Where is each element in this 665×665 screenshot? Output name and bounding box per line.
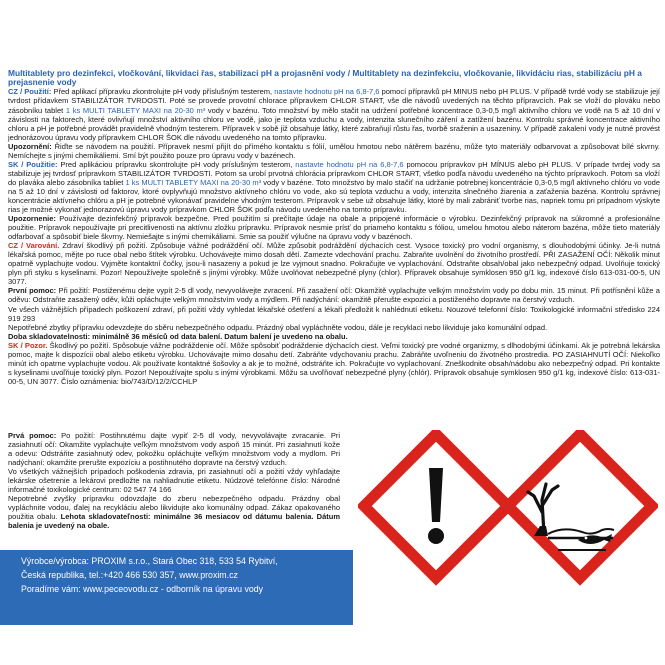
cz-warning-label: Upozornění:: [8, 141, 52, 151]
cz-emergency-paragraph: Ve všech vážnějších případech poškození zdraví, při požití vždy vyhledat lékařské ošetření a lékaři předložit k nahlédnutí etiketu. Nouzové telefonní číslo: Toxikologické informační středisko 224 919 293: [8, 304, 660, 323]
sk-warning-label: Upozornenie:: [8, 214, 56, 224]
cz-usage-label: CZ / Použití:: [8, 87, 52, 97]
contact-info: [21, 554, 351, 597]
sk-first-aid-block: [8, 431, 340, 531]
sk-disposal-paragraph: Nepotrebné zvyšky prípravku odovzdajte do zberu nebezpečného odpadu. Prázdny obal vypláchnite vodou, ďalej na recykláciu alebo likvidujte ako komunálny odpad. Zákaz opakovaného použitia obalu. Lehota skladovateľnosti: minimálne 36 mesiacov od dátumu balenia. Dátum balenia je uvedený na obale.: [8, 494, 340, 531]
sk-ph-range: nastavte hodnotu pH na 6,8-7,6: [295, 159, 404, 169]
sk-emergency-paragraph: Vo všetkých vážnejších prípadoch poškodenia zdravia, pri zasiahnutí očí a požití vždy vyhľadajte lekárske ošetrenie a lekárovi predložte na nahliadnutie etiketu. Núdzové telefónne číslo: Národné informačné toxikologické centrum: 02 547 74 166: [8, 467, 340, 495]
hazard-pictograms: [358, 430, 658, 635]
cz-first-aid-paragraph: První pomoc: Při požití: Postiženému dejte vypít 2-5 dl vody, nevyvolávejte zvracení. Při zasažení očí: Okamžitě vyplachujte velkým množstvím vody po dobu min. 15 minut. Při potřísnění kůže a oděvu: Odstraňte zasažený oděv, kůži opláchujte velkým množstvím vody a mýdlem. Při nadýchání: okamžitě přerušte expozici a postiženého dopravte na čerstvý vzduch.: [8, 286, 660, 305]
sk-hazard-paragraph: SK / Pozor. Škodlivý po požití. Spôsobuje vážne podráždenie očí. Môže spôsobiť podráždenie dýchacích ciest. Veľmi toxický pre vodné organizmy, s dlhodobými účinkami. Ak je potrebná lekárska pomoc, majte k dispozícii obal alebo etiketu výrobku. Uchovávajte mimo dosahu detí. Zabráňte vdychovaniu prachu. Zabráňte uvoľneniu do životného prostredia. PO ZASIAHNUTÍ OČÍ: Niekoľko minút ich opatrne vyplachujte vodou. Ak používate kontaktné šošovky a ak je to možné, odstráňte ich. Pokračujte vo vyplachovaní. Zneškodnite obsah/nádobu ako nebezpečný odpad. Pri kontakte s kyselinami uvoľňuje toxický plyn. Pozor! Nepoužívajte spolu s inými výrobkami. Môžu sa uvoľňovať nebezpečné plyny (chlór). Prípravok obsahuje symklosen 950 g/1 kg, indexové číslo: 613-031-00-5, UN 3077. Číslo oznámenia: bio/743/D/12/2/CCHLP: [8, 340, 660, 386]
sk-usage-paragraph: SK / Použitie: Pred aplikáciou prípravku skontrolujte pH vody príslušným testerom, nastavte hodnotu pH na 6,8-7,6 pomocou prípravkov pH MÍNUS alebo pH PLUS. V prípade tvrdej vody sa stabilizuje jej tvrdosť prípravkom STABILIZÁTOR TVRDOSTI. Potom sa urobí prvotná chlorácia prípravkom CHLOR START, všetko podľa návodu uvedeného na týchto prípravkoch. Potom sa vloží do plaváka alebo zásobníka tabliet 1 ks MULTI TABLETY MAXI na 20-30 m³ vody v bazéne. Toto množstvo by malo stačiť na udržanie potrebnej koncentrácie 0,3-0,5 mg/l aktívneho chlóru vo vode na 5 až 10 dní v závislosti od faktorov, ktoré ovplyvňujú množstvo aktívneho chlóru vo vode, ako sú teplota vzduchu a vody, intenzita slnečného žiarenia a zaťaženia bazéna. Kontrolu správnej koncentrácie aktívneho chlóru a pH je potrebné vykonávať pravidelne vhodným testerom. Prípravok v sebe už obsahuje látky, ktoré by mali zabrániť tvorbe rias, napriek tomu pri prípadnom výskyte rias je možné vykonať jednorazovú úpravu vody prípravkom CHLOR ŠOK podľa návodu uvedeného na tomto prípravku.: [8, 159, 660, 215]
label-heading: Multitablety pro dezinfekci, vločkování, likvidaci řas, stabilizaci pH a projasnění vody / Multitablety na dezinfekciu, vločkovanie, likvidáciu rias, stabilizáciu pH a prejasnenie vody: [8, 68, 642, 88]
cz-storage-paragraph: Doba skladovatelnosti: minimálně 36 měsíců od data balení. Datum balení je uvedeno na obalu.: [8, 331, 348, 341]
label-text: [8, 69, 660, 386]
sk-usage-label: SK / Použitie:: [8, 159, 58, 169]
cz-hazard-label: CZ / Varování.: [8, 241, 60, 251]
manufacturer-line: Výrobce/výrobca: PROXIM s.r.o., Stará Obec 318, 533 54 Rybitví,: [21, 556, 278, 566]
sk-dosage: 1 ks MULTI TABLETY MAXI na 20-30 m³: [125, 177, 262, 187]
environment-hazard-icon: [508, 434, 652, 578]
advice-line: Poradíme vám: www.peceovodu.cz - odborník na úpravu vody: [21, 584, 264, 595]
cz-usage-paragraph: CZ / Použití: Před aplikací přípravku zkontrolujte pH vody příslušným testerem, nastavte hodnotu pH na 6,8-7,6 pomocí přípravků pH MINUS nebo pH PLUS. V případě tvrdé vody se stabilizuje její tvrdost přídavkem STABILIZÁTOR TVRDOSTI. Poté se provede provotní chlorace přípravkem CHLOR START, vše dle návodů uvedených na těchto přípravcích. Pak se vloží do plováku nebo zásobníku tablet 1 ks MULTI TABLETY MAXI na 20-30 m³ vody v bazénu. Toto množství by mělo stačit na udržení potřebné koncentrace 0,3-0,5 mg/l aktivního chloru ve vodě na 5 až 10 dní v závislosti na faktorech, které ovlivňují množství aktivního chloru ve vodě, jako je teplota vzduchu a vody, intenzita slunečního záření a zatížení bazénu. Kontrolu správné koncentrace aktivního chloru a pH je potřebné provádět pravidelně vhodným testerem. Přípravek v sobě již obsahuje látky, které zabraňují růstu řas, tvorbě sraženin a usazeniny. V případě zakalení vody je nutné provést jednorázovou úpravu vody přípravkem CHLOR ŠOK dle návodu uvedeného na tomto přípravku.: [8, 87, 660, 142]
cz-first-aid-label: První pomoc:: [8, 286, 57, 296]
cz-ph-range: nastavte hodnotu pH na 6,8-7,6: [274, 87, 380, 97]
sk-storage-text: Lehota skladovateľnosti: minimálne 36 mesiacov od dátumu balenia. Dátum balenia je uvedený na obale.: [8, 512, 340, 531]
cz-warning-paragraph: Upozornění: Řiďte se návodem na použití. Přípravek nesmí přijít do přímého kontaktu s fólií, umělou hmotou nebo nátěrem bazénu, může tyto materiály odbarvovat a způsobovat bílé skvrny. Nemíchejte s jinými chemikáliemi. Smí být použito pouze pro úpravu vody v bazénech.: [8, 141, 660, 160]
sk-first-aid-label: Prvá pomoc:: [8, 431, 57, 440]
sk-hazard-label: SK / Pozor.: [8, 340, 48, 350]
cz-disposal-paragraph: Nepotřebné zbytky přípravku odevzdejte do sběru nebezpečného odpadu. Prázdný obal vypláchněte vodou, dále je recyklaci nebo likviduje jako komunální odpad.: [8, 322, 548, 332]
sk-first-aid-paragraph: Prvá pomoc: Po požití: Postihnutému dajte vypiť 2-5 dl vody, nevyvolávajte zvracanie. Pri zasiahnutí očí: Okamžite vyplachujte veľkým množstvom vody aspoň 15 minút. Pri zasiahnutí kože a odevu: Odstráňte zasiahnutý odev, pokožku opláchujte veľkým množstvom vody a mydlom. Pri nadýchaní: okamžite prerušte expozíciu a postihnutého dopravte na čerstvý vzduch.: [8, 431, 341, 468]
ghs-pictograms: [358, 430, 658, 635]
cz-hazard-paragraph: CZ / Varování. Zdraví škodlivý při požití. Způsobuje vážné podráždění očí. Může způsobit podráždění dýchacích cest. Vysoce toxický pro vodní organismy, s dlouhodobými účinky. Je-li nutná lékařská pomoc, mějte po ruce obal nebo štítek výrobku. Uchovávejte mimo dosah dětí. Zamezte vdechování prachu. Zabraňte uvolnění do životního prostředí. PŘI ZASAŽENÍ OČÍ: Několik minut opatrně vyplachujte vodou. Vyjměte kontaktní čočky, jsou-li nasazeny a pokud je lze vyjmout snadno. Pokračujte ve vyplachování. Odstraňte obsah/obal jako nebezpečný odpad. Uvolňuje toxický plyn při styku s kyselinami. Pozor! Nepoužívejte společně s jinými výrobky. Může uvolňovat nebezpečné plyny (chlor). Přípravek obsahuje symklosen 950 g/1 kg, indexové číslo 613-031-00-5, UN 3077.: [8, 241, 660, 287]
sk-warning-paragraph: Upozornenie: Používajte dezinfekčný prípravok bezpečne. Pred použitím si prečítajte údaje na obale a pripojené informácie o výrobku. Dezinfekčný prípravok na súkromné a profesionálne použitie. Prípravok nepoužívajte pri precitlivenosti na aktívnu zložku prípravku. Prípravok nesmie prísť do priameho kontaktu s fóliou, umelou hmotou alebo náterom bazéna, môže tieto materiály odfarbovať a spôsobiť biele škvrny. Nemiešajte s inými chemikáliami. Smie sa použiť výlučne na úpravu vody v bazénoch.: [8, 214, 660, 242]
cz-dosage: 1 ks MULTI TABLETY MAXI na 20-30 m³: [65, 105, 206, 115]
manufacturer-contact-line: Česká republika, tel.:+420 466 530 357, www.proxim.cz: [21, 570, 238, 581]
exclamation-mark-icon: [364, 434, 508, 578]
